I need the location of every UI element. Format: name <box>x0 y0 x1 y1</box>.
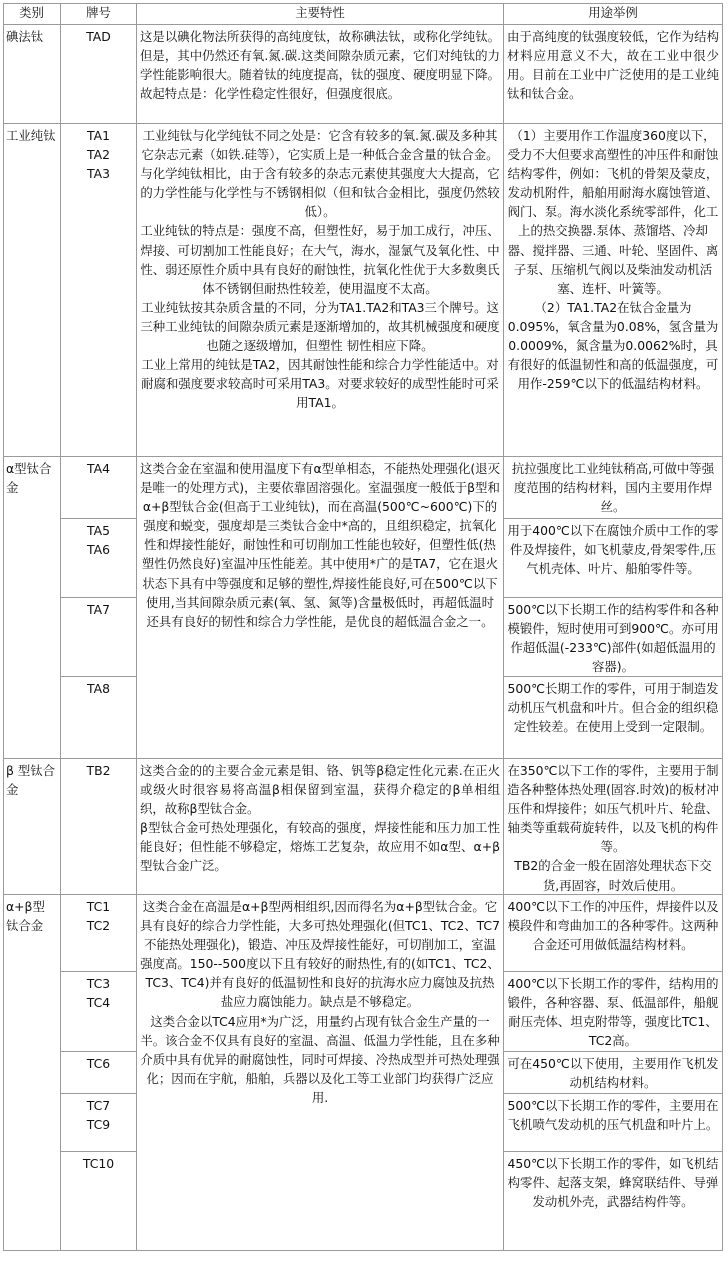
use-text: （1）主要用作工作温度360度以下，受力不大但要求高塑性的冲压件和耐蚀结构零件，例如：飞机的骨架及蒙皮，发动机附件，船舶用耐海水腐蚀管道、阀门、泵。海水淡化系统零部件，化工上的热交换器.泵体、蒸馏塔、冷却器、搅拌器、三通、叶轮、坚固件、离子泵、压缩机气阀以及柴油发动机活塞、连杆、叶簧等。 <box>507 128 719 296</box>
category-alpha-beta: α+β型钛合金 <box>3 895 61 1251</box>
grade-label: TC6 <box>86 1056 111 1071</box>
uses-ab-tc10 <box>504 1152 723 1251</box>
use-text: 400℃以下长期工作的零件，结构用的锻件，各种容器、泵、低温部件，船舰耐压壳体、坦克附带等，强度比TC1、TC2高。 <box>507 976 719 1049</box>
grade-cell <box>61 457 137 519</box>
grade-label: TAD <box>86 29 111 44</box>
grade-label: TC3 <box>86 976 111 991</box>
grade-cell <box>61 972 137 1052</box>
feature-text: β型钛合金可热处理强化，有较高的强度，焊接性能和压力加工性能良好；但性能不够稳定，熔炼工艺复杂，故应用不如α型、α+β型钛合金广泛。 <box>140 820 500 874</box>
grade-cell <box>61 677 137 759</box>
grade-cell <box>61 25 137 124</box>
grade-label: TA2 <box>87 147 110 163</box>
grade-cell <box>61 1052 137 1094</box>
grade-label: TA8 <box>87 681 110 696</box>
use-text: （2）TA1.TA2在钛合金量为0.095%，氧含量为0.08%，氢含量为0.0009%，氮含量为0.0062%时，具有很好的低温韧性和高的低温强度，可用作-259℃以下的低温结构材料。 <box>507 299 719 392</box>
category-alpha: α型钛合金 <box>3 457 61 759</box>
uses-alpha-ta7 <box>504 598 723 677</box>
grade-cell <box>61 895 137 972</box>
grade-label: TA4 <box>87 461 110 476</box>
uses-beta <box>504 759 723 895</box>
grade-cell <box>61 598 137 677</box>
header-uses: 用途举例 <box>504 3 723 25</box>
grade-cell <box>61 1094 137 1152</box>
features-industrial <box>137 124 504 457</box>
grade-cell <box>61 759 137 895</box>
grade-label: TB2 <box>86 763 111 778</box>
use-text: 在350℃以下工作的零件，主要用于制造各种整体热处理(固容.时效)的板材冲压件和焊接件；如压气机叶片、轮盘、轴类等重载荷旋转件，以及飞机的构件等。 <box>507 763 719 855</box>
use-text: 用于400℃以下在腐蚀介质中工作的零件及焊接件，如飞机蒙皮,骨架零件,压气机壳体、叶片、船舶零件等。 <box>507 523 719 577</box>
grade-label: TC4 <box>86 995 111 1011</box>
header-category: 类别 <box>3 3 61 25</box>
grade-label: TC9 <box>86 1117 111 1133</box>
use-text: 500℃长期工作的零件，可用于制造发动机压气机盘和叶片。但合金的组织稳定性较差。在使用上受到一定限制。 <box>507 681 719 735</box>
uses-ab-tc1 <box>504 895 723 972</box>
feature-text: 工业上常用的纯钛是TA2，因其耐蚀性能和综合力学性能适中。对耐腐和强度要求较高时可采用TA3。对要求较好的成型性能时可采用TA1。 <box>141 357 499 411</box>
feature-text: 这是以碘化物法所获得的高纯度钛，故称碘法钛，或称化学纯钛。但是，其中仍然还有氧.氮.碳.这类间隙杂质元素，它们对纯钛的力学性能影响很大。随着钛的纯度提高，钛的强度、硬度明显下降。故起特点是：化学性稳定性很好，但强度很底。 <box>140 29 500 102</box>
features-beta <box>137 759 504 895</box>
header-grade: 牌号 <box>61 3 137 25</box>
grade-label: TA1 <box>87 128 110 143</box>
grade-label: TA5 <box>87 523 110 538</box>
use-text: 400℃以下工作的冲压件，焊接件以及模段件和弯曲加工的各种零件。这两种合金还可用做低温结构材料。 <box>507 899 719 953</box>
uses-ab-tc7 <box>504 1094 723 1152</box>
uses-ab-tc6 <box>504 1052 723 1094</box>
category-iodide: 碘法钛 <box>3 25 61 124</box>
use-text: 由于高纯度的钛强度较低，它作为结构材料应用意义不大，故在工业中很少用。目前在工业中广泛使用的是工业纯钛和钛合金。 <box>507 29 719 102</box>
uses-ab-tc3 <box>504 972 723 1052</box>
features-alpha <box>137 457 504 759</box>
grade-label: TA6 <box>87 542 110 558</box>
use-text: 500℃以下长期工作的结构零件和各种模锻件，短时使用可到900℃。亦可用作超低温(-233℃)部件(如超低温用的容器)。 <box>507 602 719 675</box>
uses-iodide <box>504 25 723 124</box>
feature-text: 这类合金在高温是α+β型两相组织,因而得名为α+β型钛合金。它具有良好的综合力学性能，大多可热处理强化(但TC1、TC2、TC7不能热处理强化)，锻造、冲压及焊接性能好，可切削加工，室温强度高。150--500度以下且有较好的耐热性,有的(如TC1、TC2、TC3、TC4)并有良好的低温韧性和良好的抗海水应力腐蚀及抗热盐应力腐蚀能力。缺点是不够稳定。 <box>140 899 500 1010</box>
uses-industrial <box>504 124 723 457</box>
feature-text: 这类合金以TC4应用*为广泛，用量约占现有钛合金生产量的一半。该合金不仅具有良好的室温、高温、低温力学性能，且在多种介质中具有优异的耐腐蚀性，同时可焊接、冷热成型并可热处理强化；因而在宇航，船舶，兵器以及化工等工业部门均获得广泛应用. <box>140 1013 500 1105</box>
grade-label: TC10 <box>82 1156 115 1171</box>
feature-text: 这类合金在室温和使用温度下有α型单相态，不能热处理强化(退灭是唯一的处理方式)，主要依靠固溶强化。室温强度一般低于β型和α+β型钛合金(但高于工业纯钛)，而在高温(500℃~600℃)下的强度和蜕变，强度却是三类钛合金中*高的，且组织稳定，抗氧化性和焊接性能好，耐蚀性和可切削加工性能也较好，但塑性低(热塑性仍然良好)室温冲压性能差。其中使用*广的是TA7，它在退火状态下具有中等强度和足够的塑性,焊接性能良好,可在500℃以下使用,当其间隙杂质元素(氧、氢、氮等)含量极低时，再超低温时还具有良好的韧性和综合力学性能，是优良的超低温合金之一。 <box>140 461 500 629</box>
use-text: 500℃以下长期工作的零件，主要用在飞机喷气发动机的压气机盘和叶片上。 <box>507 1098 719 1133</box>
use-text: 可在450℃以下使用，主要用作飞机发动机结构材料。 <box>507 1056 719 1091</box>
uses-alpha-ta5 <box>504 519 723 598</box>
use-text: 抗拉强度比工业纯钛稍高,可做中等强度范围的结构材料，国内主要用作焊丝。 <box>511 461 715 515</box>
grade-cell <box>61 519 137 598</box>
grade-cell <box>61 124 137 457</box>
feature-text: 工业纯钛按其杂质含量的不同，分为TA1.TA2和TA3三个牌号。这三种工业纯钛的间隙杂质元素是逐渐增加的，故其机械强度和硬度也随之逐级增加，但塑性 韧性相应下降。 <box>140 299 500 354</box>
grade-cell <box>61 1152 137 1251</box>
feature-text: 这类合金的的主要合金元素是钼、铬、钒等β稳定性化元素.在正火或级火时很容易将高温β相保留到室温，获得介稳定的β单相组织，故称β型钛合金。 <box>140 763 500 817</box>
grade-label: TA3 <box>87 166 110 182</box>
feature-text: 工业纯钛与化学纯钛不同之处是：它含有较多的氧.氮.碳及多种其它杂志元素（如铁.硅等），它实质上是一种低合金含量的钛合金。与化学纯钛相比，由于含有较多的杂志元素使其强度大大提高，它的力学性能与化学性与不锈钢相似（但和钛合金相比，强度仍然较低）。 <box>140 128 500 220</box>
use-text: TB2的合金一般在固溶处理状态下交货,再固容，时效后使用。 <box>514 858 712 893</box>
grade-label: TA7 <box>87 602 110 617</box>
uses-alpha-ta4 <box>504 457 723 519</box>
category-beta: β 型钛合金 <box>3 759 61 895</box>
category-industrial: 工业纯钛 <box>3 124 61 457</box>
grade-label: TC7 <box>86 1098 111 1113</box>
features-alpha-beta <box>137 895 504 1251</box>
grade-label: TC2 <box>86 918 111 934</box>
features-iodide <box>137 25 504 124</box>
titanium-table <box>3 3 723 1251</box>
header-features: 主要特性 <box>137 3 504 25</box>
use-text: 450℃以下长期工作的零件，如飞机结构零件、起落支架，蜂窝联结件、导弹发动机外壳，武器结构件等。 <box>507 1156 719 1210</box>
uses-alpha-ta8 <box>504 677 723 759</box>
grade-label: TC1 <box>86 899 111 914</box>
feature-text: 工业纯钛的特点是：强度不高，但塑性好，易于加工成行，冲压、焊接、可切割加工性能良好；在大气，海水，湿氯气及氧化性、中性、弱还原性介质中具有良好的耐蚀性，抗氧化性优于大多数奥氏体不锈钢但耐热性较差，使用温度不太高。 <box>140 223 500 296</box>
